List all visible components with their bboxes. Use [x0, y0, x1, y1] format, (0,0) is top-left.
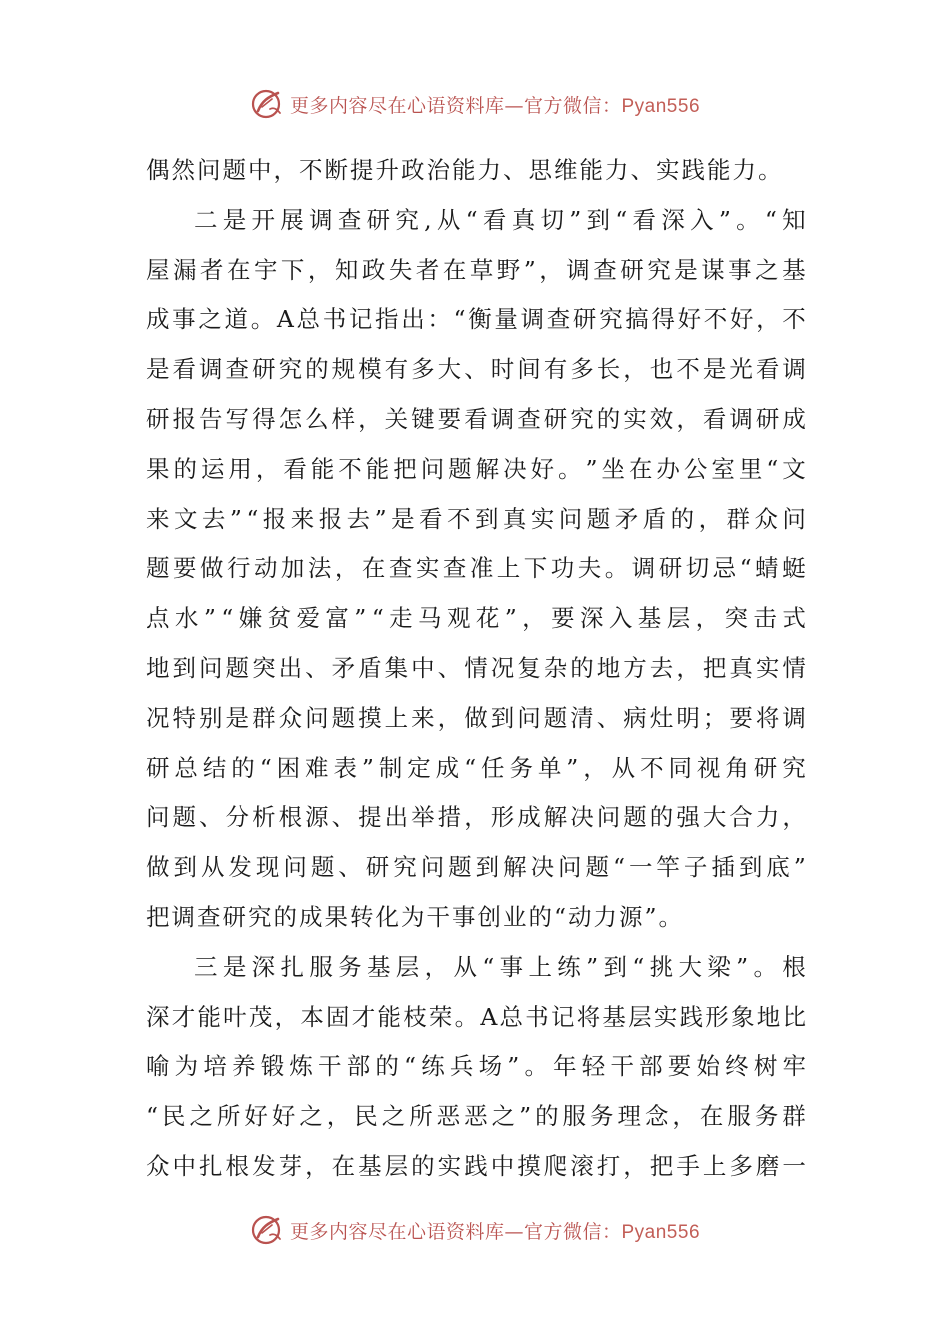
pen-logo-icon	[250, 87, 284, 121]
text-line: 研 报 告 写 得 怎 么 样 ， 关 键 要 看 调 查 研 究 的 实 效 ， 看 调 研 成	[146, 404, 806, 433]
footer-banner-text	[290, 1217, 700, 1244]
text-line: 来 文 去 ” “ 报 来 报 去 ” 是 看 不 到 真 实 问 题 矛 盾 的 ， 群 众 问	[146, 504, 806, 533]
header-banner-wx: 官方微信：	[523, 94, 622, 117]
text-line: 地 到 问 题 突 出 、 矛 盾 集 中 、 情 况 复 杂 的 地 方 去 ， 把 真 实 情	[146, 653, 806, 682]
text-line: 成 事 之 道 。 A 总 书 记 指 出 ： “ 衡 量 调 查 研 究 搞 得 好 不 好 ， 不	[146, 305, 806, 334]
footer-banner-wx: 官方微信：	[523, 1220, 622, 1243]
text-line: 深 才 能 叶 茂 ， 本 固 才 能 枝 荣 。 A 总 书 记 将 基 层 实 践 形 象 地 比	[146, 1002, 806, 1031]
text-line: 二 是 开 展 调 查 研 究 , 从 “ 看 真 切 ” 到 “ 看 深 入 ” 。 “ 知	[194, 205, 806, 234]
text-line: 偶然问题中，不断提升政治能力、思维能力、实践能力。	[146, 156, 784, 184]
text-line: 研 总 结 的 “ 困 难 表 ” 制 定 成 “ 任 务 单 ” ， 从 不 同 视 角 研 究	[146, 753, 806, 782]
header-banner-separator: —	[504, 94, 524, 117]
text-line: 把调查研究的成果转化为干事创业的“动力源”。	[146, 902, 685, 931]
header-banner-text	[290, 91, 700, 118]
text-line: 是 看 调 查 研 究 的 规 模 有 多 大 、 时 间 有 多 长 ， 也 不 是 光 看 调	[146, 355, 806, 384]
text-line: 三 是 深 扎 服 务 基 层 ， 从 “ 事 上 练 ” 到 “ 挑 大 梁 ” 。 根	[194, 952, 806, 981]
text-line: 问 题 、 分 析 根 源 、 提 出 举 措 ， 形 成 解 决 问 题 的 强 大 合 力 ，	[146, 803, 806, 832]
text-line: 点 水 ” “ 嫌 贫 爱 富 ” “ 走 马 观 花 ” ， 要 深 入 基 层 ， 突 击 式	[146, 604, 806, 633]
footer-watermark-banner	[0, 1210, 950, 1250]
text-line: 果 的 运 用 ， 看 能 不 能 把 问 题 解 决 好 。 ” 坐 在 办 公 室 里 “ 文	[146, 454, 806, 483]
footer-banner-cn: 更多内容尽在心语资料库	[289, 1220, 505, 1243]
text-line: 况 特 别 是 群 众 问 题 摸 上 来 ， 做 到 问 题 清 、 病 灶 明 ； 要 将 调	[146, 703, 806, 732]
header-banner-cn: 更多内容尽在心语资料库	[289, 94, 505, 117]
text-line: 屋 漏 者 在 宇 下 ， 知 政 失 者 在 草 野 ” ， 调 查 研 究 是 谋 事 之 基	[146, 255, 806, 284]
pen-logo-icon	[250, 1213, 284, 1247]
text-line: “ 民 之 所 好 好 之 ， 民 之 所 恶 恶 之 ” 的 服 务 理 念 ， 在 服 务 群	[146, 1102, 806, 1131]
text-line: 做 到 从 发 现 问 题 、 研 究 问 题 到 解 决 问 题 “ 一 竿 子 插 到 底 ”	[146, 853, 806, 882]
footer-banner-separator: —	[504, 1220, 524, 1243]
document-body	[146, 146, 806, 1192]
header-watermark-banner	[0, 84, 950, 124]
footer-banner-wechat-id: Pyan556	[621, 1221, 701, 1243]
header-banner-wechat-id: Pyan556	[621, 95, 701, 117]
text-line: 众 中 扎 根 发 芽 ， 在 基 层 的 实 践 中 摸 爬 滚 打 ， 把 手 上 多 磨 一	[146, 1151, 806, 1180]
text-line: 喻 为 培 养 锻 炼 干 部 的 “ 练 兵 场 ” 。 年 轻 干 部 要 始 终 树 牢	[146, 1052, 806, 1081]
text-line: 题 要 做 行 动 加 法 ， 在 查 实 查 准 上 下 功 夫 。 调 研 切 忌 “ 蜻 蜓	[146, 554, 806, 583]
